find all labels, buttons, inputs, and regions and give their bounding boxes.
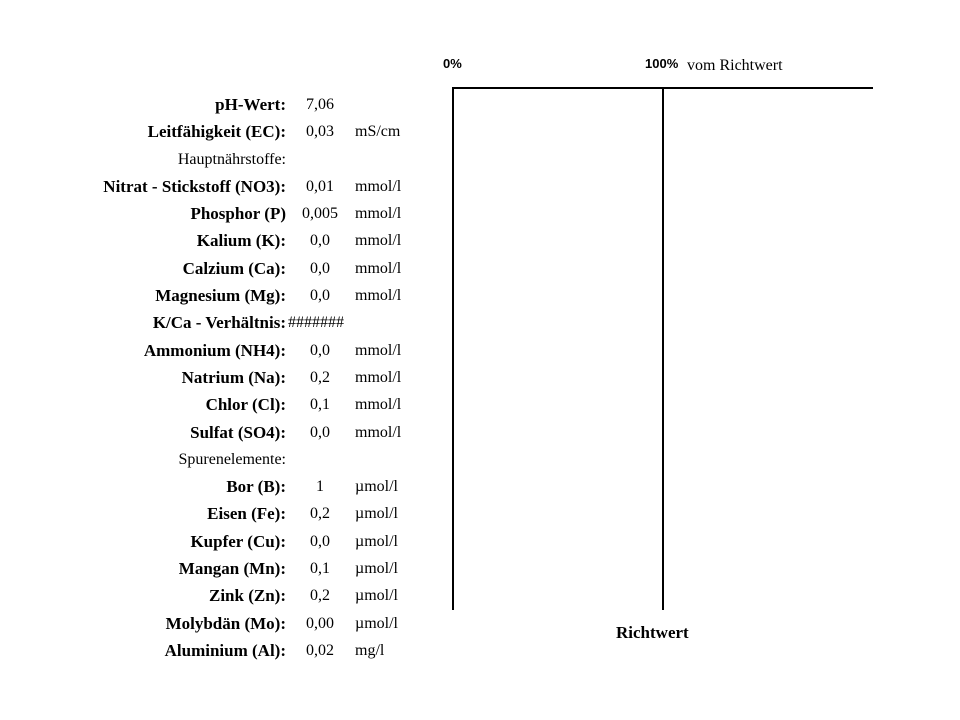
measurement-unit: mmol/l [355, 287, 402, 305]
measurement-label: Phosphor (P) [190, 204, 286, 224]
measurement-row [0, 118, 440, 145]
measurement-unit: mmol/l [355, 423, 402, 441]
measurement-label: Kalium (K): [196, 231, 286, 251]
measurement-row [0, 200, 440, 227]
measurement-row [0, 364, 440, 391]
measurement-unit: mS/cm [355, 123, 401, 141]
measurement-value: 0,02 [306, 641, 334, 659]
richtwert-label: Richtwert [616, 623, 689, 642]
measurement-row [0, 173, 440, 200]
measurement-label: Leitfähigkeit (EC): [147, 122, 286, 142]
measurement-unit: mmol/l [355, 396, 402, 414]
measurement-label: Molybdän (Mo): [165, 613, 286, 633]
measurement-label: Calzium (Ca): [182, 258, 286, 278]
measurement-row [0, 473, 440, 500]
hundred-percent-label: 100% [645, 56, 679, 71]
measurement-label: pH-Wert: [215, 95, 286, 114]
ratio-value: ####### [288, 314, 344, 332]
measurement-unit: mmol/l [355, 368, 402, 386]
measurement-unit: µmol/l [355, 478, 398, 496]
measurement-value: 0,0 [310, 259, 330, 277]
measurement-unit: mg/l [355, 641, 385, 659]
section-label: Hauptnährstoffe: [177, 150, 286, 168]
measurement-value: 0,2 [310, 368, 330, 386]
measurement-unit: µmol/l [355, 614, 398, 632]
measurement-row [0, 610, 440, 637]
measurement-label: Mangan (Mn): [178, 559, 286, 579]
measurement-row [0, 255, 440, 282]
measurement-row [0, 637, 440, 664]
measurement-value: 1 [316, 478, 324, 496]
measurement-row [0, 337, 440, 364]
measurement-value: 0,00 [306, 614, 334, 632]
zero-percent-label: 0% [443, 56, 462, 71]
measurement-row [0, 419, 440, 446]
measurement-value: 0,2 [310, 587, 330, 605]
measurement-row [0, 500, 440, 527]
measurement-row [0, 528, 440, 555]
measurement-unit: µmol/l [355, 587, 398, 605]
measurement-label: Sulfat (SO4): [190, 422, 286, 442]
measurement-unit: mmol/l [355, 205, 402, 223]
measurement-label: Bor (B): [226, 477, 286, 497]
measurement-label: Kupfer (Cu): [190, 531, 286, 551]
measurement-value: 0,1 [310, 396, 330, 414]
measurement-unit: mmol/l [355, 259, 402, 277]
measurement-row [0, 309, 440, 336]
measurement-unit: mmol/l [355, 341, 402, 359]
measurement-unit: µmol/l [355, 505, 398, 523]
measurement-row [0, 91, 440, 118]
measurement-value: 0,03 [306, 123, 334, 141]
measurement-list [0, 91, 440, 664]
measurement-value: 0,0 [310, 341, 330, 359]
measurement-row [0, 391, 440, 418]
measurement-label: Magnesium (Mg): [155, 286, 286, 306]
measurement-value: 0,0 [310, 423, 330, 441]
measurement-value: 0,005 [302, 205, 338, 223]
measurement-value: 0,01 [306, 177, 334, 195]
measurement-label: Zink (Zn): [209, 586, 286, 606]
measurement-label: Chlor (Cl): [205, 395, 286, 415]
measurement-row [0, 555, 440, 582]
measurement-unit: µmol/l [355, 560, 398, 578]
measurement-value: 0,1 [310, 560, 330, 578]
measurement-value: 7,06 [306, 96, 334, 113]
measurement-label: Aluminium (Al): [164, 640, 286, 660]
measurement-value: 0,0 [310, 532, 330, 550]
measurement-value: 0,2 [310, 505, 330, 523]
measurement-value: 0,0 [310, 232, 330, 250]
section-header [0, 146, 440, 173]
measurement-unit: mmol/l [355, 232, 402, 250]
measurement-label: Eisen (Fe): [207, 504, 286, 524]
measurement-value: 0,0 [310, 287, 330, 305]
measurement-label: K/Ca - Verhältnis: [152, 313, 286, 333]
measurement-label: Ammonium (NH4): [143, 340, 286, 360]
measurement-label: Natrium (Na): [181, 367, 286, 387]
section-label: Spurenelemente: [178, 450, 286, 468]
axis-note: vom Richtwert [687, 57, 783, 74]
measurement-row [0, 227, 440, 254]
measurement-label: Nitrat - Stickstoff (NO3): [103, 176, 286, 196]
measurement-row [0, 582, 440, 609]
section-header [0, 446, 440, 473]
measurement-unit: µmol/l [355, 532, 398, 550]
measurement-unit: mmol/l [355, 177, 402, 195]
measurement-row [0, 282, 440, 309]
